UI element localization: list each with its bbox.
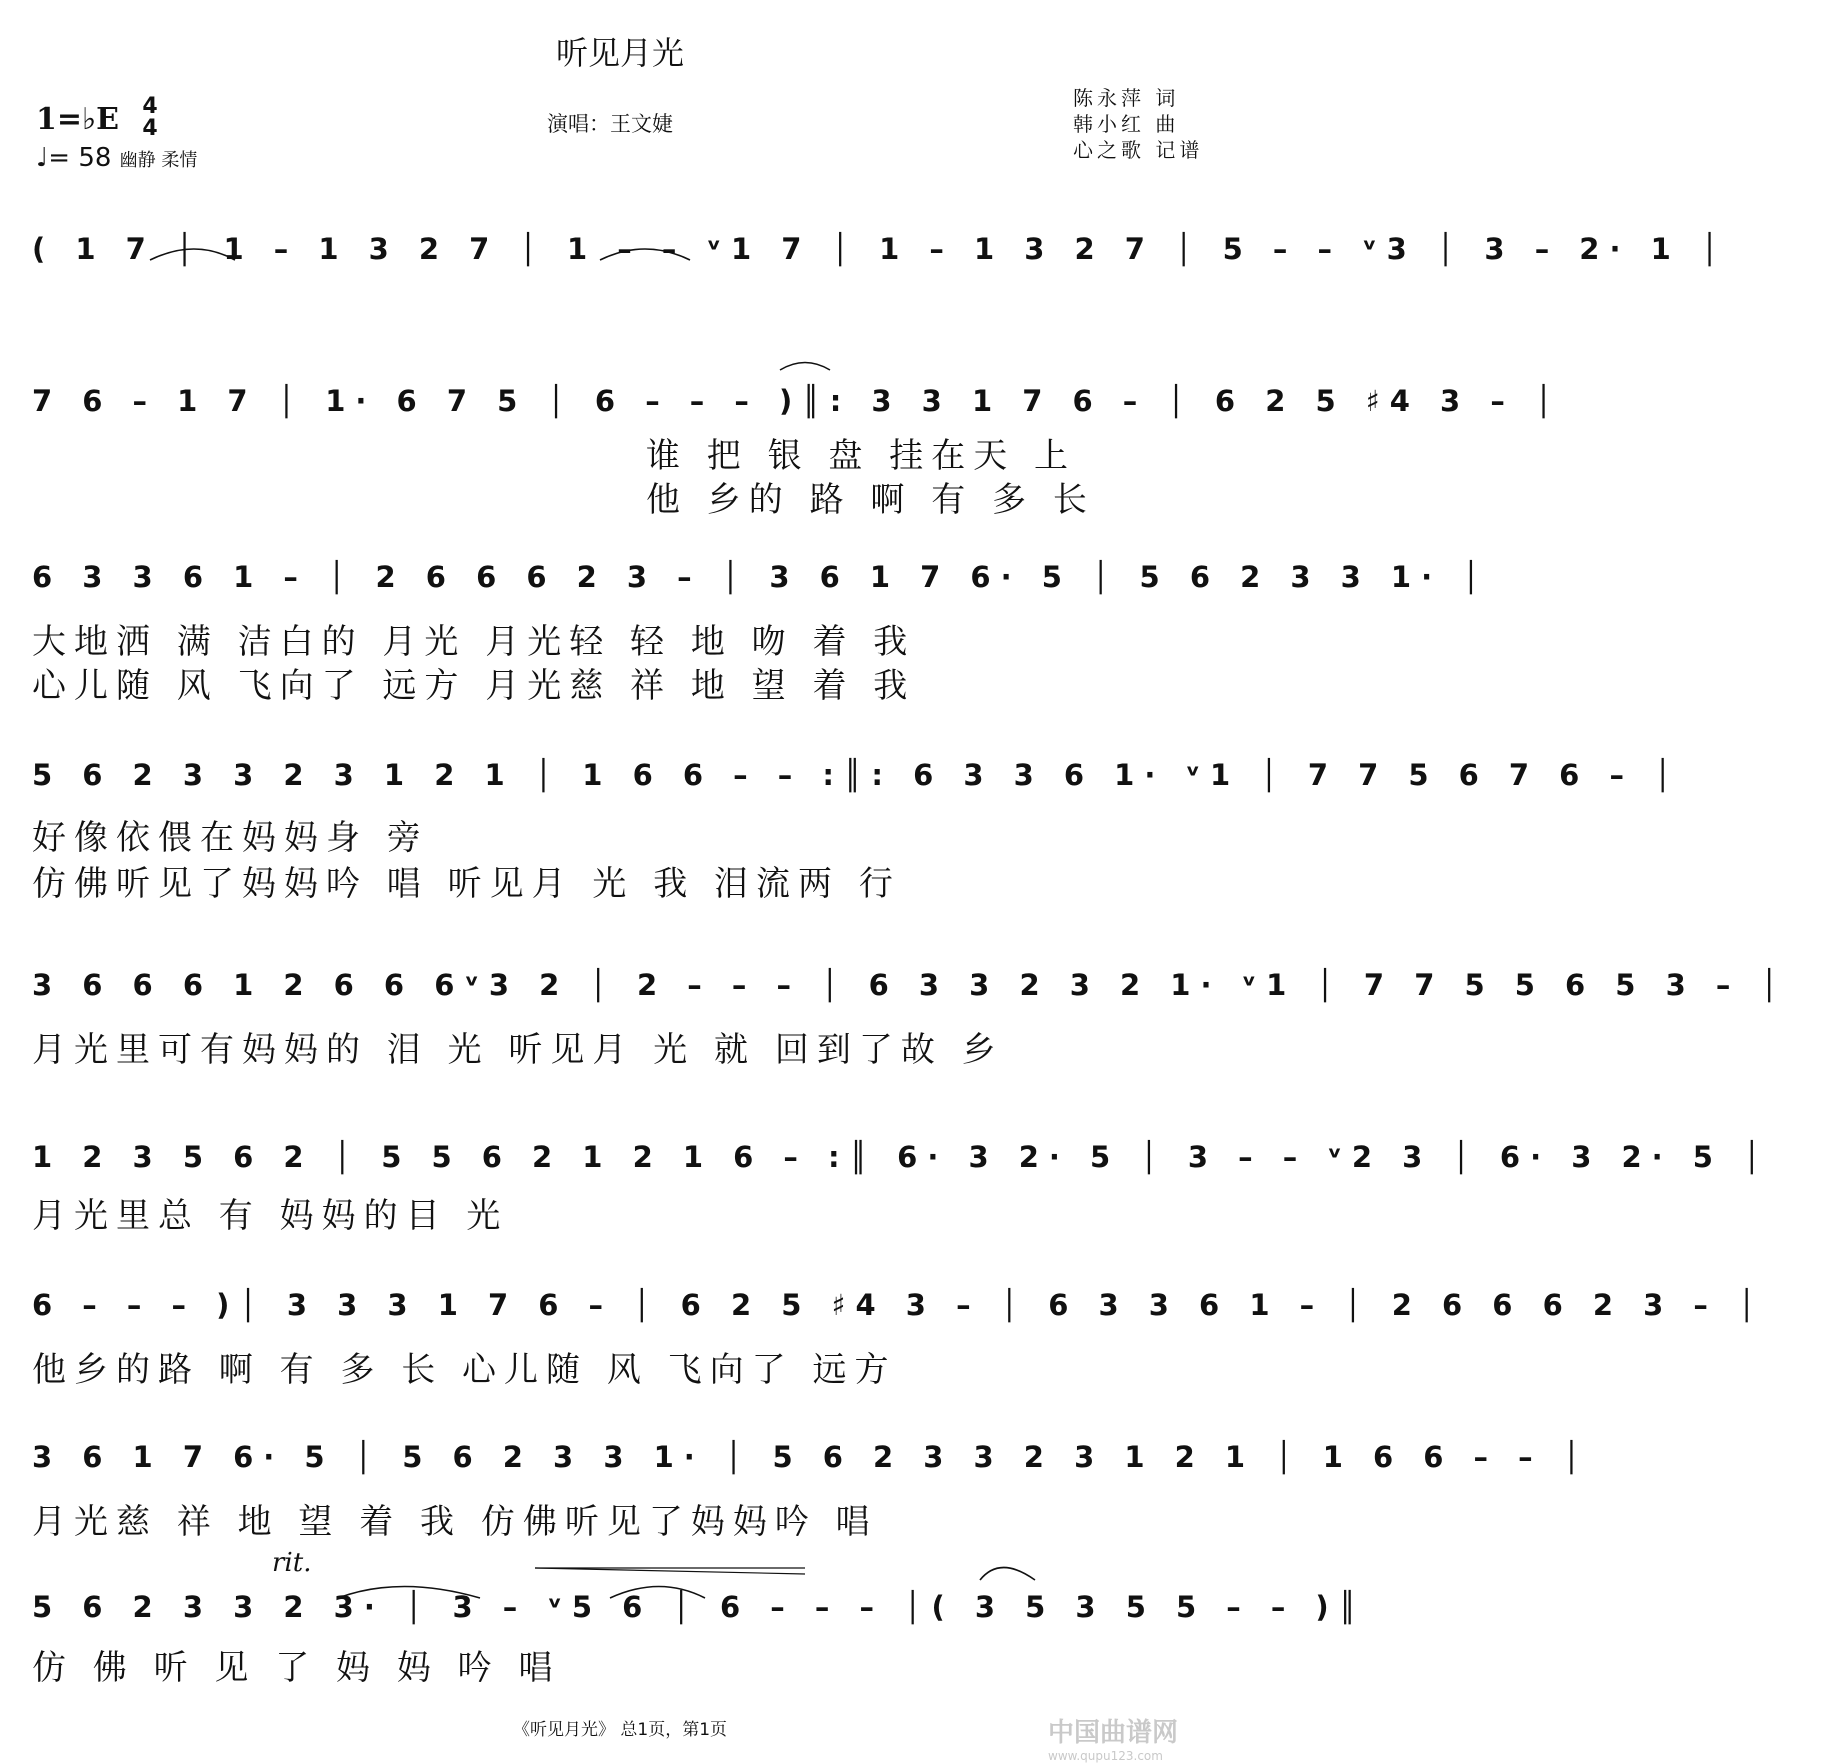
composer-credit: 韩小红 曲 [1073,112,1180,136]
key-signature: 1=♭E [36,102,120,137]
score-line-7-notes: 6 – – – )│ 3 3 3 1 7 6 – │ 6 2 5 ♯4 3 – │ 6 3 3 6 1 – │ 2 6 6 6 2 3 – │ [32,1288,1766,1322]
score-line-3-lyrics-1: 大地洒 满 洁白的 月光 月光轻 轻 地 吻 着 我 [32,622,916,662]
slur-mark [600,249,690,260]
slur-mark [338,1587,480,1599]
transcriber-credit: 心之歌 记谱 [1073,138,1204,162]
quarter-note-icon: ♩ [36,143,49,173]
score-line-2-lyrics-2: 他 乡的 路 啊 有 多 长 [646,480,1095,520]
score-line-8-notes: 3 6 1 7 6· 5 │ 5 6 2 3 3 1· │ 5 6 2 3 3 2 3 1 2 1 │ 1 6 6 – – │ [32,1440,1591,1474]
score-line-6-lyrics-1: 月光里总 有 妈妈的目 光 [32,1196,509,1236]
score-line-9-notes: 5 6 2 3 3 2 3· │ 3 – ᵛ5 6 │ 6 – – – │( 3 5 3 5 5 – – )║ [32,1590,1367,1624]
page-footer: 《听见月光》 总1页，第1页 [512,1720,728,1740]
time-signature-top: 4 [142,94,158,119]
score-line-6-notes: 1 2 3 5 6 2 │ 5 5 6 2 1 2 1 6 – :║ 6· 3 2· 5 │ 3 – – ᵛ2 3 │ 6· 3 2· 5 │ [32,1140,1771,1174]
score-line-3-lyrics-2: 心儿随 风 飞向了 远方 月光慈 祥 地 望 着 我 [32,666,916,706]
score-line-9-lyrics-1: 仿 佛 听 见 了 妈 妈 吟 唱 [32,1648,561,1688]
score-line-7-lyrics-1: 他乡的路 啊 有 多 长 心儿随 风 飞向了 远方 [32,1350,897,1390]
score-line-3-notes: 6 3 3 6 1 – │ 2 6 6 6 2 3 – │ 3 6 1 7 6· 5 │ 5 6 2 3 3 1· │ [32,560,1490,594]
singer-credit: 演唱：王文婕 [547,112,673,136]
score-line-2-notes: 7 6 – 1 7 │ 1· 6 7 5 │ 6 – – – )║: 3 3 1 7 6 – │ 6 2 5 ♯4 3 – │ [32,384,1563,418]
score-line-4-lyrics-2: 仿佛听见了妈妈吟 唱 听见月 光 我 泪流两 行 [32,864,901,904]
slur-mark [780,363,830,371]
tempo-mood: 幽静 柔情 [119,150,198,171]
time-signature-bottom: 4 [142,116,158,141]
song-title: 听见月光 [555,34,684,72]
slur-mark [610,1587,705,1599]
tempo-bpm: = 58 [48,143,112,173]
score-line-1-notes: ( 1 7 │ 1 – 1 3 2 7 │ 1 – – ᵛ1 7 │ 1 – 1 3 2 7 │ 5 – – ᵛ3 │ 3 – 2· 1 │ [32,232,1729,266]
site-watermark [1048,1712,1178,1763]
slur-mark [980,1568,1035,1581]
ritardando-marking: rit. [272,1548,312,1578]
score-line-4-lyrics-1: 好像依偎在妈妈身 旁 [32,818,429,858]
score-line-4-notes: 5 6 2 3 3 2 3 1 2 1 │ 1 6 6 – – :║: 6 3 3 6 1· ᵛ1 │ 7 7 5 6 7 6 – │ [32,758,1682,792]
score-line-5-notes: 3 6 6 6 1 2 6 6 6ᵛ3 2 │ 2 – – – │ 6 3 3 2 3 2 1· ᵛ1 │ 7 7 5 5 6 5 3 – │ [32,968,1788,1002]
score-line-8-lyrics-1: 月光慈 祥 地 望 着 我 仿佛听见了妈妈吟 唱 [32,1502,878,1542]
watermark-name: 中国曲谱网 [1048,1718,1179,1748]
score-line-5-lyrics-1: 月光里可有妈妈的 泪 光 听见月 光 就 回到了故 乡 [32,1030,1004,1070]
score-line-2-lyrics-1: 谁 把 银 盘 挂在天 上 [646,436,1077,476]
watermark-url: www.qupu123.com [1048,1749,1163,1763]
slur-mark [150,249,235,260]
lyricist-credit: 陈永萍 词 [1073,86,1180,110]
crescendo-mark [535,1568,805,1574]
